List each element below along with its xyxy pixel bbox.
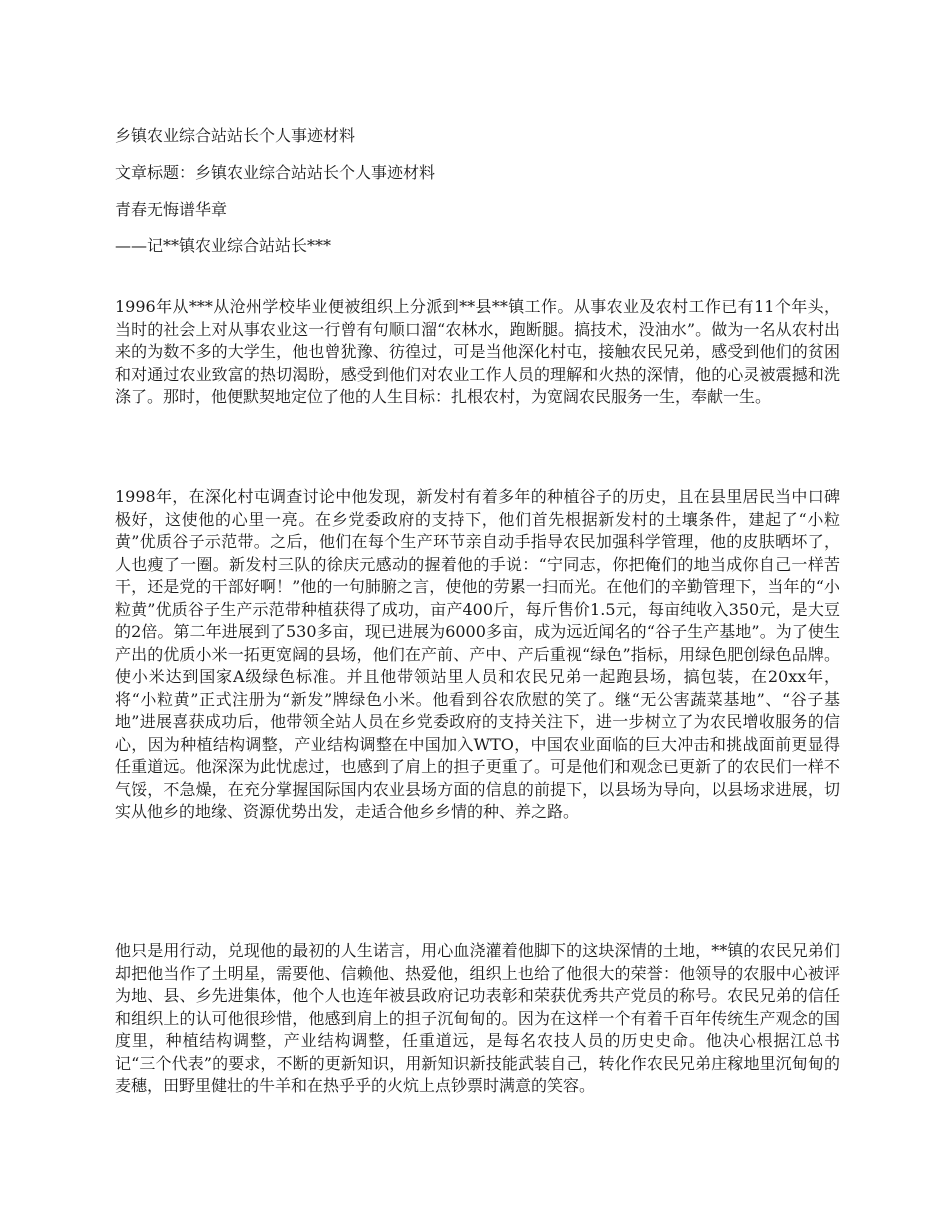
paragraph-2: 1998年，在深化村屯调查讨论中他发现，新发村有着多年的种植谷子的历史，且在县里居民当中口碑极好，这使他的心里一亮。在乡党委政府的支持下，他们首先根据新发村的土壤条件，建起了“小粒黄”优质谷子示范带。之后，他们在每个生产环节亲自动手指导农民加强科学管理，他的皮肤晒坏了，人也瘦了一圈。新发村三队的徐庆元感动的握着他的手说：“宁同志，你把俺们的地当成你自己一样苦干，还是党的干部好啊！”他的一句肺腑之言，使他的劳累一扫而光。在他们的辛勤管理下，当年的“小粒黄”优质谷子生产示范带种植获得了成功，亩产400斤，每斤售价1.5元，每亩纯收入350元，是大豆的2倍。第二年进展到了530多亩，现已进展为6000多亩，成为远近闻名的“谷子生产基地”。为了使生产出的优质小米一拓更宽阔的县场，他们在产前、产中、产后重视“绿色”指标，用绿色肥创绿色品牌。使小米达到国家A级绿色标准。并且他带领站里人员和农民兄弟一起跑县场，搞包装，在20xx年，将“小粒黄”正式注册为“新发”牌绿色小米。他看到谷农欣慰的笑了。继“无公害蔬菜基地”、“谷子基地”进展喜获成功后，他带领全站人员在乡党委政府的支持关注下，进一步树立了为农民增收服务的信心，因为种植结构调整，产业结构调整在中国加入WTO，中国农业面临的巨大冲击和挑战面前更显得任重道远。他深深为此忧虑过，也感到了肩上的担子更重了。可是他们和观念已更新了的农民们一样不气馁，不急燥，在充分掌握国际国内农业县场方面的信息的前提下，以县场为导向，以县场求进展，切实从他乡的地缘、资源优势出发，走适合他乡乡情的种、养之路。: [115, 487, 840, 821]
document-title: 乡镇农业综合站站长个人事迹材料: [115, 126, 356, 145]
paragraph-1: 1996年从***从沧州学校毕业便被组织上分派到**县**镇工作。从事农业及农村工作已有11个年头，当时的社会上对从事农业这一行曾有句顺口溜“农林水，跑断腿。搞技术，没油水”。做为一名从农村出来的为数不多的大学生，他也曾犹豫、彷徨过，可是当他深化村屯，接触农民兄弟，感受到他们的贫困和对通过农业致富的热切渴盼，感受到他们对农业工作人员的理解和火热的深情，他的心灵被震撼和洗涤了。那时，他便默契地定位了他的人生目标：扎根农村，为宽阔农民服务一生，奉献一生。: [115, 297, 840, 406]
headline: 青春无悔谱华章: [115, 200, 228, 219]
paragraph-3: 他只是用行动，兑现他的最初的人生诺言，用心血浇灌着他脚下的这块深情的土地，**镇的农民兄弟们却把他当作了土明星，需要他、信赖他、热爱他，组织上也给了他很大的荣誉：他领导的农服中心被评为地、县、乡先进集体，他个人也连年被县政府记功表彰和荣获优秀共产党员的称号。农民兄弟的信任和组织上的认可他很珍惜，他感到肩上的担子沉甸甸的。因为在这样一个有着千百年传统生产观念的国度里，种植结构调整，产业结构调整，任重道远，是每名农技人员的历史史命。他决心根据江总书记“三个代表”的要求，不断的更新知识，用新知识新技能武装自己，转化作农民兄弟庄稼地里沉甸甸的麦穗，田野里健壮的牛羊和在热乎乎的火炕上点钞票时满意的笑容。: [115, 941, 840, 1095]
article-title-line: 文章标题：乡镇农业综合站站长个人事迹材料: [115, 163, 436, 182]
byline: ——记**镇农业综合站站长***: [115, 236, 332, 255]
